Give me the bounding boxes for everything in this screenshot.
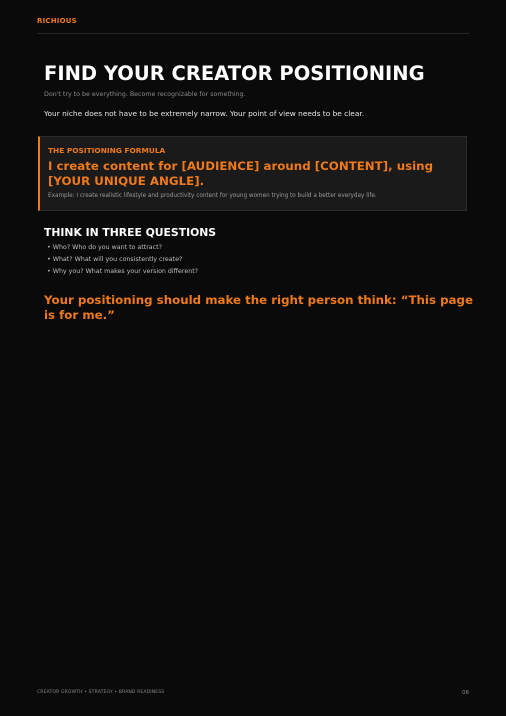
positioning-formula-card [38, 136, 467, 211]
questions-list [47, 242, 198, 278]
page-title: FIND YOUR CREATOR POSITIONING [44, 62, 425, 85]
page-subtitle: Don't try to be everything. Become recognizable for something. [44, 91, 246, 98]
intro-text: Your niche does not have to be extremely narrow. Your point of view needs to be clear. [44, 109, 365, 118]
conclusion-statement: Your positioning should make the right person think: “This page is for me.” [44, 293, 473, 322]
formula-example: Example: I create realistic lifestyle and productivity content for young women trying to build a better everyday life. [48, 193, 377, 199]
header-divider [37, 33, 469, 34]
questions-heading: THINK IN THREE QUESTIONS [44, 226, 217, 239]
question-item-why: • Why you? What makes your version different? [47, 268, 199, 275]
page-number: 06 [462, 690, 469, 696]
question-item-what: • What? What will you consistently create? [47, 256, 183, 263]
brand-logo-text: RICHIOUS [37, 17, 77, 25]
formula-statement: I create content for [AUDIENCE] around [CONTENT], using [YOUR UNIQUE ANGLE]. [48, 159, 434, 188]
question-item-who: • Who? Who do you want to attract? [47, 244, 162, 251]
formula-label: THE POSITIONING FORMULA [48, 146, 166, 155]
footer-tagline: CREATOR GROWTH • STRATEGY • BRAND READINESS [37, 690, 165, 695]
